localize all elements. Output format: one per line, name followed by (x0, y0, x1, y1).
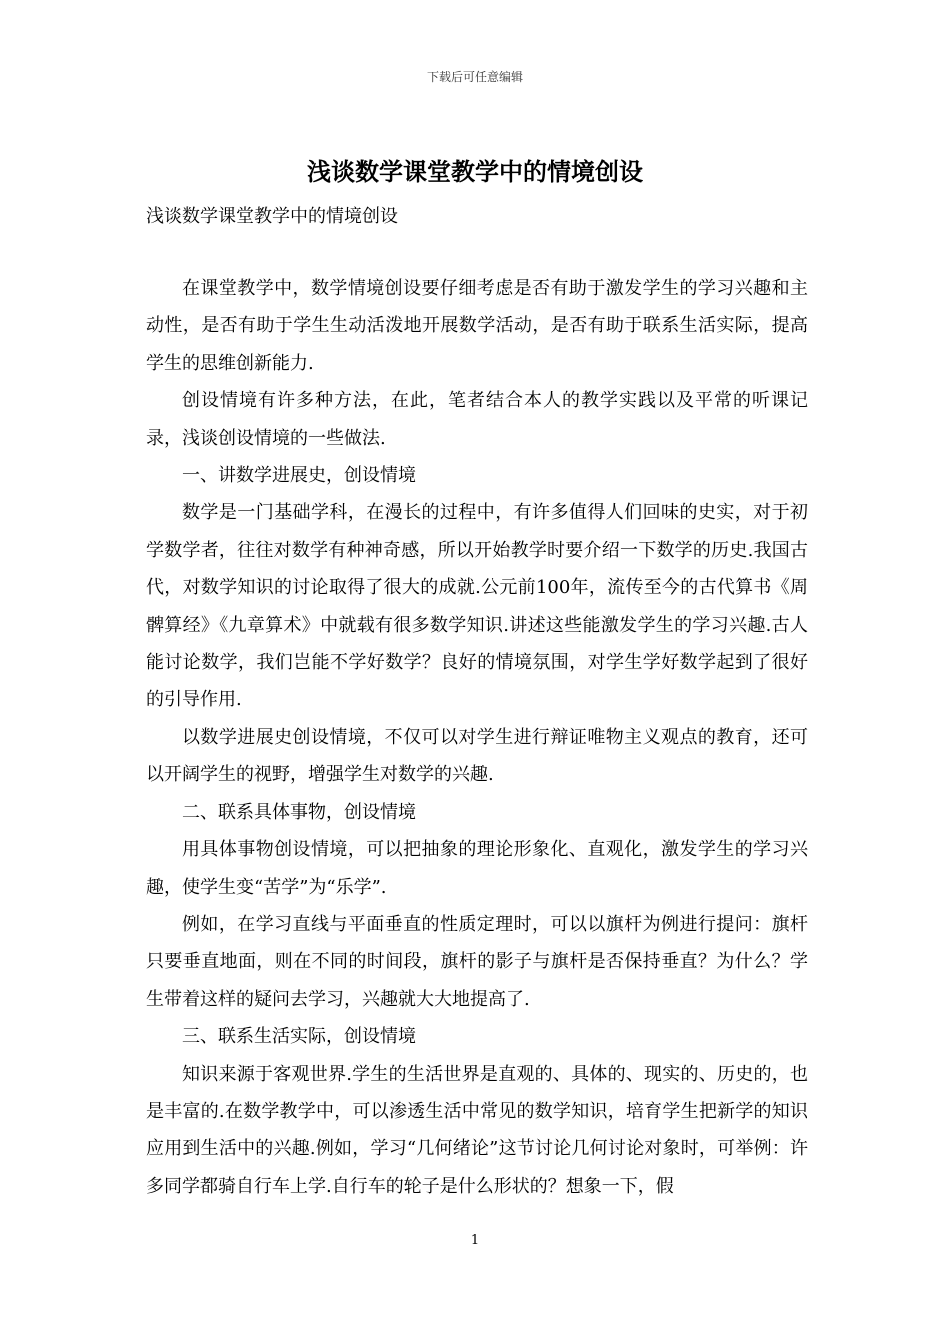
document-title: 浅谈数学课堂教学中的情境创设 (307, 158, 643, 186)
document-subtitle: 浅谈数学课堂教学中的情境创设 (146, 206, 398, 227)
paragraph-concrete: 用具体事物创设情境，可以把抽象的理论形象化、直观化，激发学生的学习兴趣，使学生变“苦学”为“乐学”. (146, 839, 808, 898)
header-note: 下载后可任意编辑 (426, 70, 523, 84)
paragraph-flagpole-example: 例如，在学习直线与平面垂直的性质定理时，可以以旗杆为例进行提问：旗杆只要垂直地面，则在不同的时间段，旗杆的影子与旗杆是否保持垂直？为什么？学生带着这样的疑问去学习，兴趣就大大地提高了. (146, 913, 808, 1010)
section-heading-1: 一、讲数学进展史，创设情境 (182, 465, 416, 487)
paragraph-history: 数学是一门基础学科，在漫长的过程中，有许多值得人们回味的史实，对于初学数学者，往往对数学有种神奇感，所以开始教学时要介绍一下数学的历史.我国古代，对数学知识的讨论取得了很大的成就.公元前100年，流传至今的古代算书《周髀算经》《九章算术》中就载有很多数学知识.讲述这些能激发学生的学习兴趣.古人能讨论数学，我们岂能不学好数学？良好的情境氛围，对学生学好数学起到了很好的引导作用. (146, 502, 808, 711)
paragraph-history-benefit: 以数学进展史创设情境，不仅可以对学生进行辩证唯物主义观点的教育，还可以开阔学生的视野，增强学生对数学的兴趣. (146, 726, 808, 786)
paragraph-intro: 在课堂教学中，数学情境创设要仔细考虑是否有助于激发学生的学习兴趣和主动性，是否有助于学生生动活泼地开展数学活动，是否有助于联系生活实际，提高学生的思维创新能力. (146, 278, 808, 374)
page-number: 1 (470, 1233, 480, 1248)
section-heading-3: 三、联系生活实际，创设情境 (182, 1026, 416, 1048)
paragraph-methods: 创设情境有许多种方法，在此，笔者结合本人的教学实践以及平常的听课记录，浅谈创设情境的一些做法. (146, 390, 808, 449)
document-body (146, 270, 808, 1205)
section-heading-2: 二、联系具体事物，创设情境 (182, 801, 416, 823)
paragraph-real-life: 知识来源于客观世界.学生的生活世界是直观的、具体的、现实的、历史的，也是丰富的.在数学教学中，可以渗透生活中常见的数学知识，培育学生把新学的知识应用到生活中的兴趣.例如，学习“几何绪论”这节讨论几何讨论对象时，可举例：许多同学都骑自行车上学.自行车的轮子是什么形状的？想象一下，假 (146, 1063, 808, 1197)
